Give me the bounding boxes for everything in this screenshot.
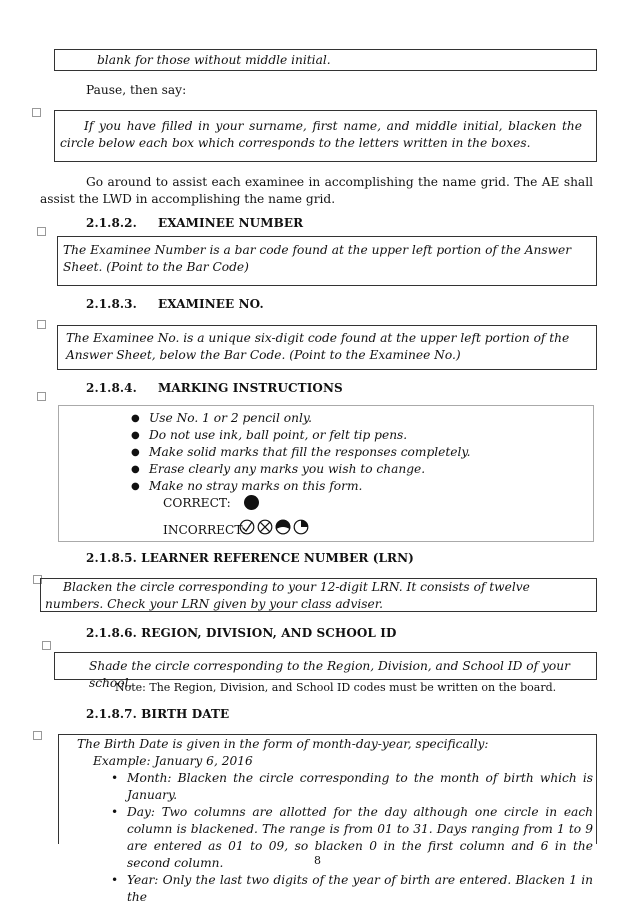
section-lrn-heading: 2.1.8.5. LEARNER REFERENCE NUMBER (LRN) (86, 551, 414, 565)
section-number: 2.1.8.3. (86, 297, 137, 311)
checkbox-birth-date[interactable] (33, 731, 42, 740)
region-text: Shade the circle corresponding to the Region, Division, and School ID of your school. (89, 659, 570, 690)
list-item: • Year: Only the last two digits of the year of birth are entered. Blacken 1 in the (109, 872, 593, 906)
partial-fill-circle-icon (276, 520, 290, 534)
list-item: • Day: Two columns are allotted for the day although one circle in each column is blackened. The range is from 01 to 31. Days ranging from 1 to 9 are entered as 01 to 09, so blacken 0 in the first column and 6 in the second column. (109, 804, 593, 872)
section-title: EXAMINEE NO. (158, 297, 264, 311)
examinee-no-text: The Examinee No. is a unique six-digit code found at the upper left portion of the Answer Sheet, below the Bar Code. (Point to the Examinee No.) (66, 331, 570, 362)
examinee-number-box (57, 236, 597, 286)
section-birth-date-heading: 2.1.8.7. BIRTH DATE (86, 707, 230, 721)
lrn-text: Blacken the circle corresponding to your 12-digit LRN. It consists of twelve numbers. Check your LRN given by your class adviser. (45, 580, 530, 611)
list-item: ● Make solid marks that fill the responses completely. (131, 444, 571, 461)
birth-date-bullet-list (109, 770, 593, 906)
checkbox-surname[interactable] (32, 108, 41, 117)
checkbox-examinee-number[interactable] (37, 227, 46, 236)
checkmark-circle-icon (240, 520, 254, 534)
checkbox-marking[interactable] (37, 392, 46, 401)
section-examinee-no-heading (86, 297, 264, 311)
marking-instructions-box (58, 405, 594, 542)
section-region-heading: 2.1.8.6. REGION, DIVISION, AND SCHOOL ID (86, 626, 397, 640)
correct-label: CORRECT: (163, 496, 231, 510)
examinee-number-text: The Examinee Number is a bar code found at the upper left portion of the Answer Sheet. (Point to the Bar Code) (63, 243, 572, 274)
incorrect-marks (239, 519, 315, 535)
region-note: Note: The Region, Division, and School ID codes must be written on the board. (115, 681, 557, 694)
checkbox-examinee-no[interactable] (37, 320, 46, 329)
assist-paragraph: Go around to assist each examinee in accomplishing the name grid. The AE shall assist the LWD in accomplishing the name grid. (40, 175, 593, 206)
surname-instruction-text: If you have filled in your surname, first name, and middle initial, blacken the circle below each box which corresponds to the letters written in the boxes. (60, 119, 582, 150)
pause-text: Pause, then say: (86, 83, 187, 97)
birth-date-box (58, 734, 597, 904)
section-title: MARKING INSTRUCTIONS (158, 381, 343, 395)
middle-initial-note-box (54, 49, 597, 71)
incorrect-mark-icons (239, 519, 315, 535)
incorrect-label: INCORRECT: (163, 523, 247, 537)
section-number: 2.1.8.4. (86, 381, 137, 395)
section-examinee-number-heading (86, 216, 303, 230)
filled-circle-icon (244, 495, 259, 510)
birth-date-example: Example: January 6, 2016 (93, 754, 253, 768)
list-item: ● Erase clearly any marks you wish to change. (131, 461, 571, 478)
section-title: EXAMINEE NUMBER (158, 216, 304, 230)
checkbox-region[interactable] (42, 641, 51, 650)
middle-initial-note-text: blank for those without middle initial. (97, 53, 331, 67)
quarter-fill-circle-icon (294, 520, 308, 534)
list-item: ● Use No. 1 or 2 pencil only. (131, 410, 571, 427)
list-item: ● Make no stray marks on this form. (131, 478, 571, 495)
examinee-no-box (57, 325, 597, 370)
surname-instruction-box (54, 110, 597, 162)
cross-circle-icon (258, 520, 272, 534)
lrn-box (40, 578, 597, 612)
birth-date-intro: The Birth Date is given in the form of month-day-year, specifically: (77, 737, 489, 751)
marking-bullet-list (131, 410, 571, 495)
section-number: 2.1.8.2. (86, 216, 137, 230)
list-item: • Month: Blacken the circle corresponding to the month of birth which is January. (109, 770, 593, 804)
page-number: 8 (314, 854, 321, 867)
section-marking-heading (86, 381, 343, 395)
list-item: ● Do not use ink, ball point, or felt tip pens. (131, 427, 571, 444)
